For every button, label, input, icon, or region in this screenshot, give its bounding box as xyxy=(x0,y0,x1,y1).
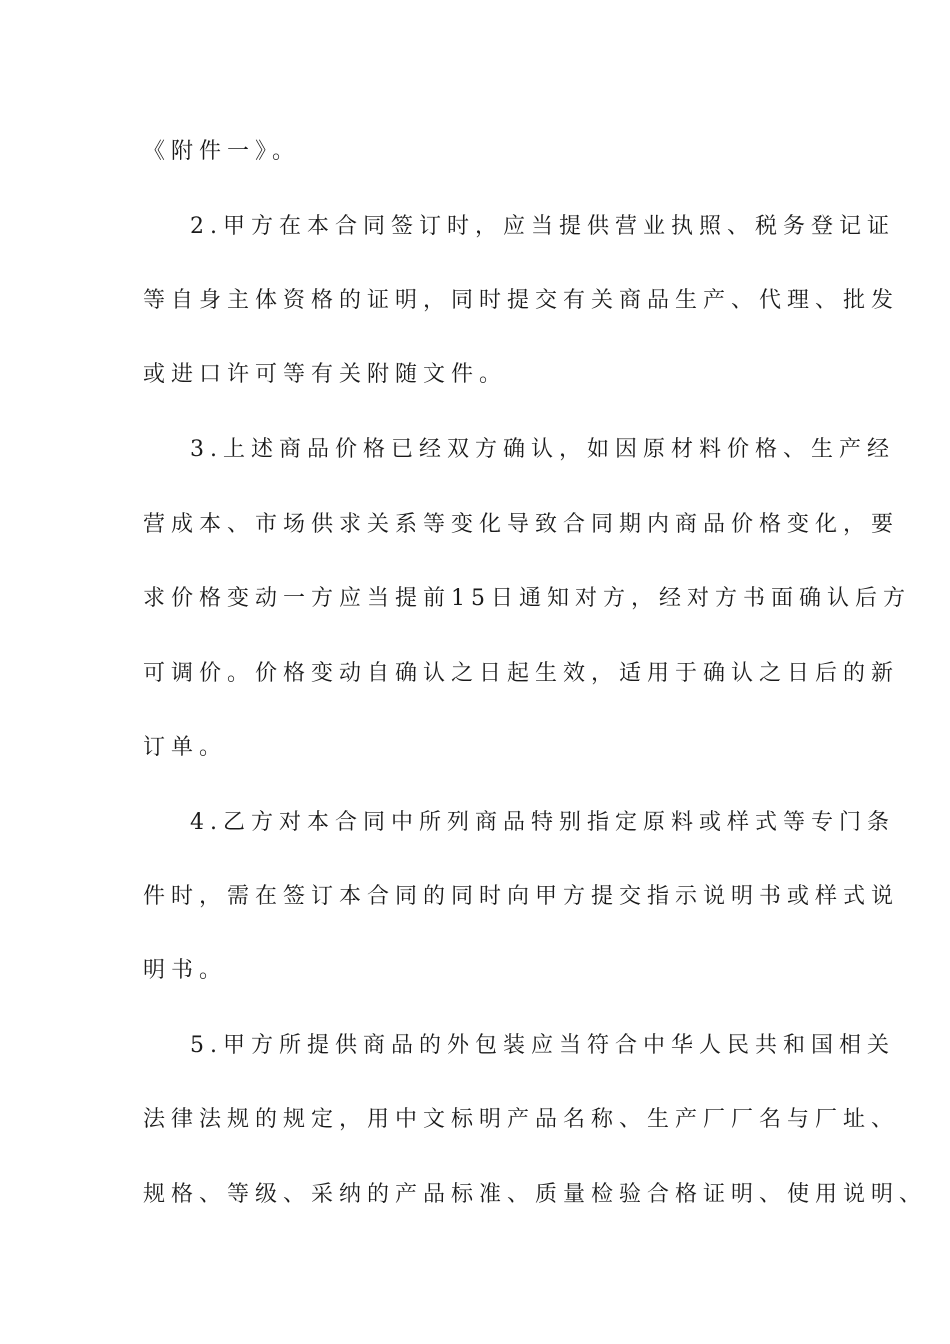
text-line-paragraph-start: 3.上述商品价格已经双方确认，如因原材料价格、生产经 xyxy=(190,437,895,462)
text-line: 规格、等级、采纳的产品标准、质量检验合格证明、使用说明、 xyxy=(143,1182,928,1207)
text-line: 订单。 xyxy=(143,735,228,760)
text-line: 营成本、市场供求关系等变化导致合同期内商品价格变化，要 xyxy=(143,512,900,537)
text-line-paragraph-start: 2.甲方在本合同签订时，应当提供营业执照、税务登记证 xyxy=(190,214,895,239)
text-line: 求价格变动一方应当提前15日通知对方，经对方书面确认后方 xyxy=(143,586,911,611)
text-line: 可调价。价格变动自确认之日起生效，适用于确认之日后的新 xyxy=(143,661,900,686)
text-line-paragraph-start: 5.甲方所提供商品的外包装应当符合中华人民共和国相关 xyxy=(190,1033,895,1058)
text-line: 明书。 xyxy=(143,958,228,983)
text-line: 件时，需在签订本合同的同时向甲方提交指示说明书或样式说 xyxy=(143,884,900,909)
text-line: 《附件一》。 xyxy=(143,139,301,164)
text-line-paragraph-start: 4.乙方对本合同中所列商品特别指定原料或样式等专门条 xyxy=(190,810,895,835)
text-line: 等自身主体资格的证明，同时提交有关商品生产、代理、批发 xyxy=(143,288,900,313)
text-line: 或进口许可等有关附随文件。 xyxy=(143,362,508,387)
text-line: 法律法规的规定，用中文标明产品名称、生产厂厂名与厂址、 xyxy=(143,1107,900,1132)
